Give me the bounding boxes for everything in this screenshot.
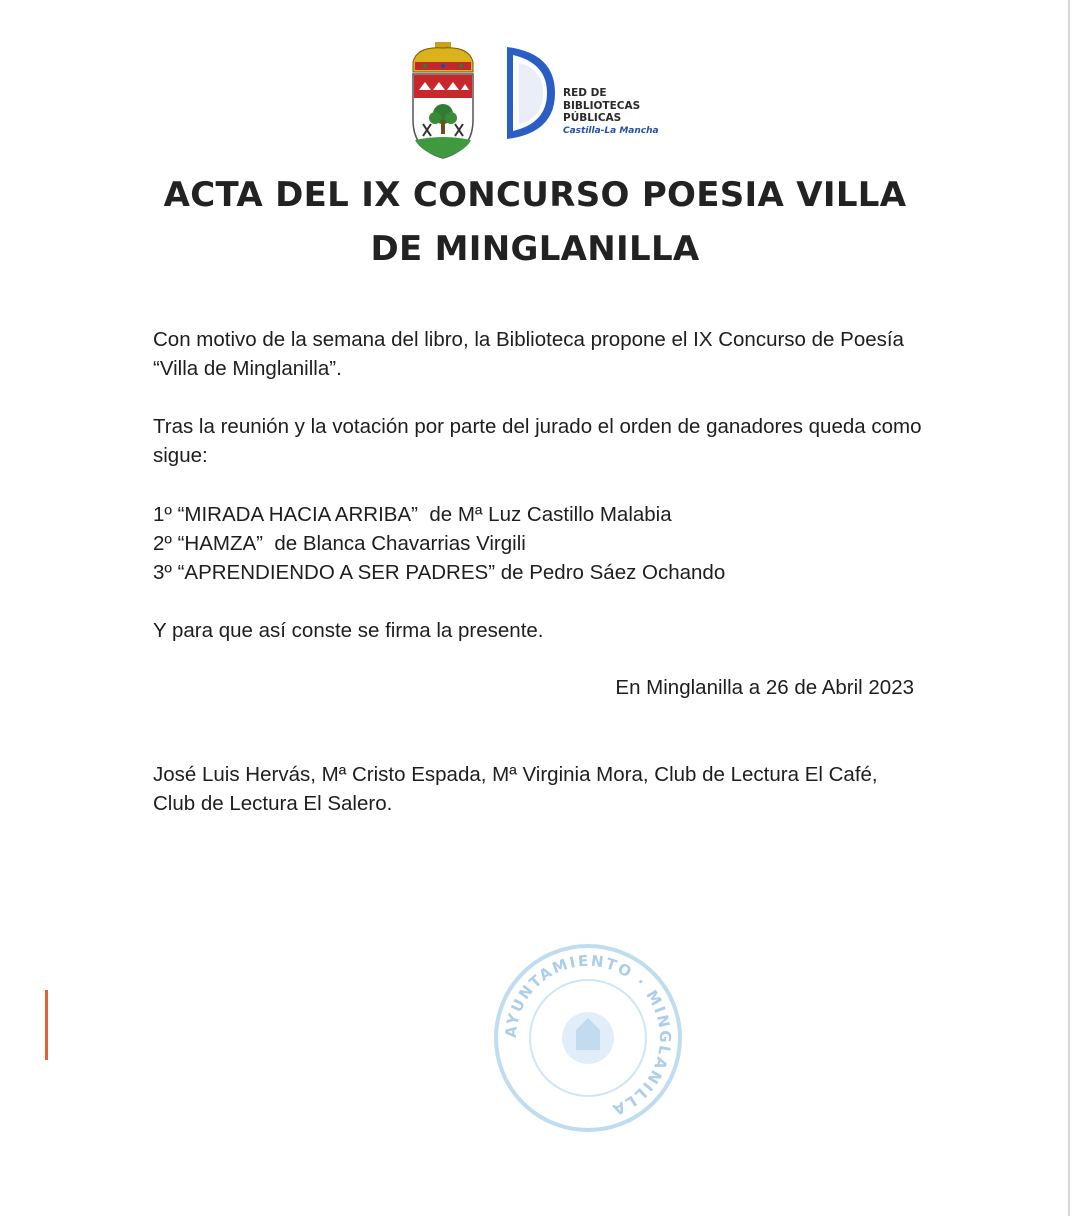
intro-paragraph: Con motivo de la semana del libro, la Biblioteca propone el IX Concurso de Poesía “Villa de Minglanilla”. bbox=[153, 328, 904, 380]
coat-of-arms-icon bbox=[405, 40, 481, 162]
official-stamp-icon bbox=[488, 938, 688, 1133]
winner-second: 2º “HAMZA” de Blanca Chavarrias Virgili bbox=[153, 532, 526, 555]
jury-result-paragraph: Tras la reunión y la votación por parte del jurado el orden de ganadores queda como sigue: bbox=[153, 415, 922, 467]
winners-list bbox=[153, 500, 923, 587]
network-line-2: BIBLIOTECAS bbox=[563, 99, 641, 112]
winner-third: 3º “APRENDIENDO A SER PADRES” de Pedro Sáez Ochando bbox=[153, 561, 726, 584]
stamp-text-path: AYUNTAMIENTO · MINGLANILLA bbox=[501, 951, 675, 1120]
header-logos bbox=[405, 40, 665, 165]
document-title: ACTA DEL IX CONCURSO POESIA VILLA DE MINGLANILLA bbox=[163, 175, 907, 269]
winner-first: 1º “MIRADA HACIA ARRIBA” de Mª Luz Castillo Malabia bbox=[153, 503, 672, 526]
network-line-1: RED DE bbox=[563, 87, 607, 99]
jury-signers: José Luis Hervás, Mª Cristo Espada, Mª Virginia Mora, Club de Lectura El Café, Club de Lectura El Salero. bbox=[153, 763, 878, 815]
library-network-name bbox=[563, 87, 659, 137]
scan-edge-mark bbox=[45, 990, 48, 1060]
network-line-3: PÚBLICAS bbox=[563, 112, 622, 124]
place-and-date: En Minglanilla a 26 de Abril 2023 bbox=[615, 676, 914, 699]
network-region: Castilla-La Mancha bbox=[563, 125, 659, 136]
library-network-logo-icon bbox=[503, 45, 559, 141]
closing-statement: Y para que así conste se firma la presente. bbox=[153, 619, 544, 642]
page-edge bbox=[1068, 0, 1070, 1216]
